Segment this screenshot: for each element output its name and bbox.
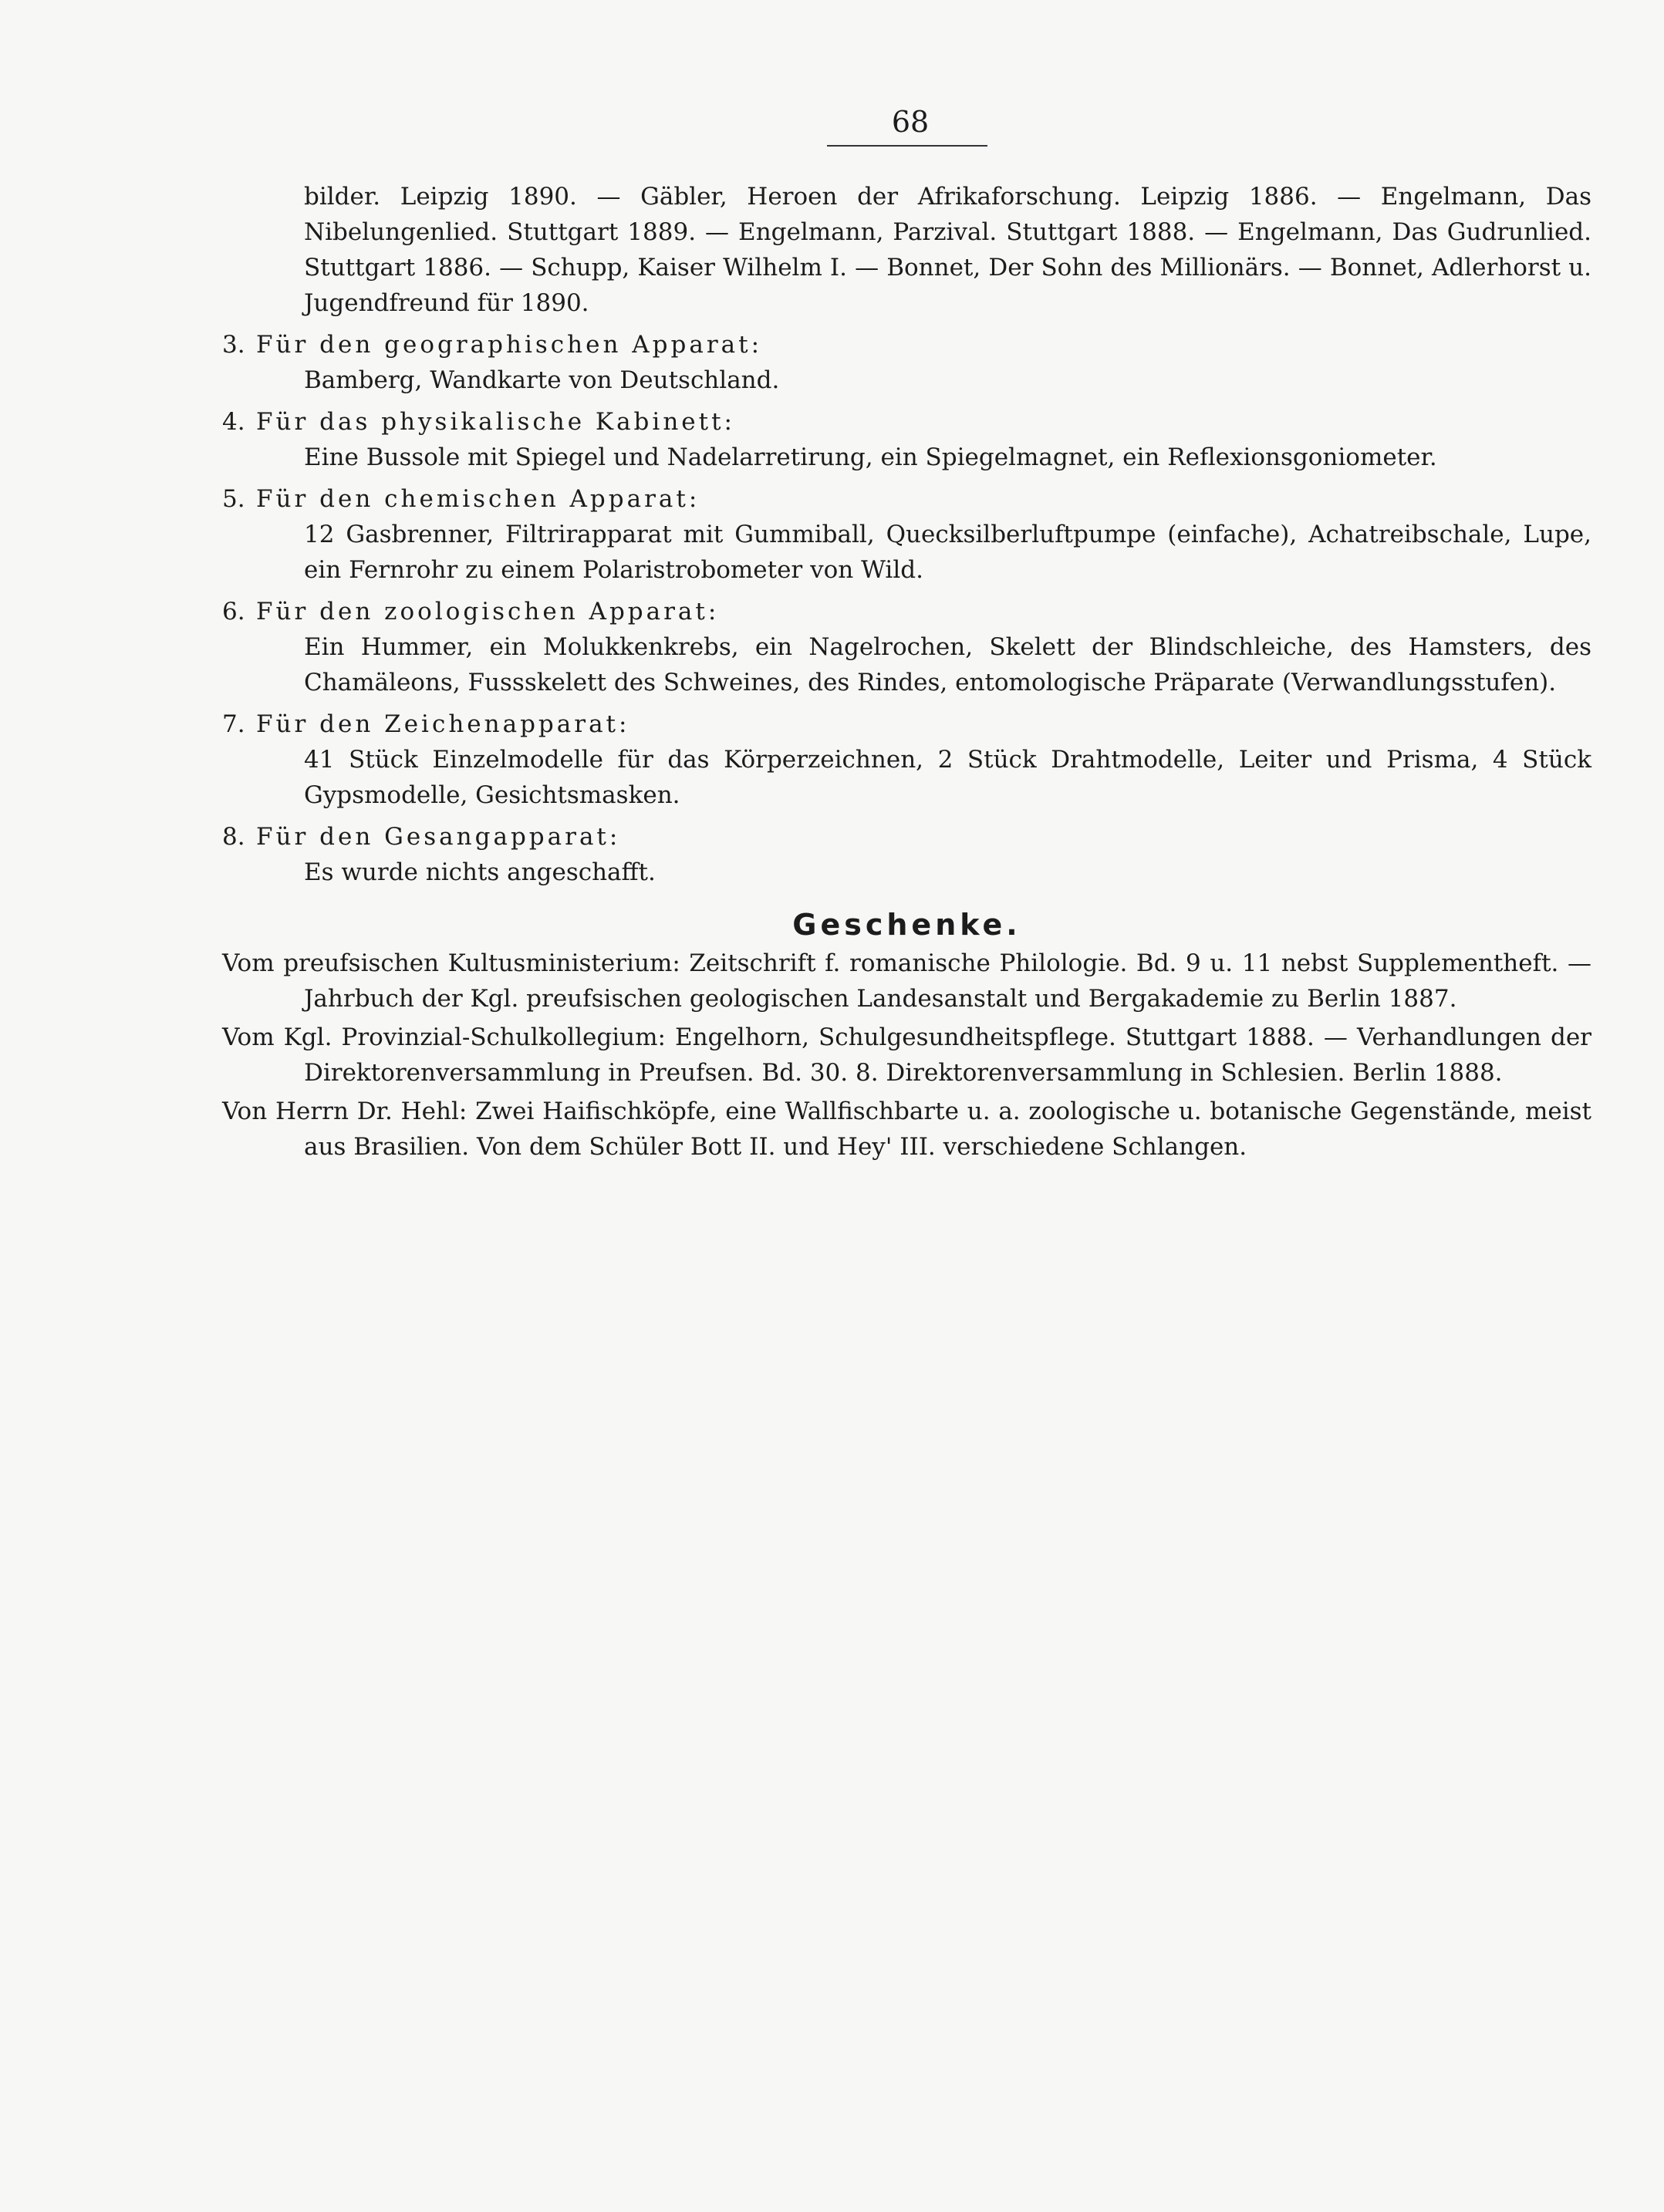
- section-heading: [222, 706, 1591, 742]
- section-heading: [222, 481, 1591, 517]
- section-number: 4.: [222, 408, 245, 436]
- section-chemistry: [222, 481, 1591, 588]
- section-body: Eine Bussole mit Spiegel und Nadelarretirung, ein Spiegelmagnet, ein Reflexionsgoniometer.: [304, 443, 1437, 471]
- section-title: Für das physikalische Kabinett:: [256, 408, 735, 436]
- section-heading: [222, 819, 1591, 855]
- section-title: Für den Zeichenapparat:: [256, 710, 630, 738]
- section-body: Ein Hummer, ein Molukkenkrebs, ein Nagelrochen, Skelett der Blindschleiche, des Hamsters, des Chamäleons, Fussskelett des Schweines, des Rindes, entomologische Präparate (Verwandlungsstufen).: [304, 633, 1591, 696]
- section-body: 41 Stück Einzelmodelle für das Körperzeichnen, 2 Stück Drahtmodelle, Leiter und Prisma, 4 Stück Gypsmodelle, Gesichtsmasken.: [304, 746, 1591, 809]
- section-geography: [222, 327, 1591, 398]
- section-body: Es wurde nichts angeschafft.: [304, 858, 656, 886]
- gifts-heading: Geschenke.: [792, 908, 1021, 942]
- section-number: 8.: [222, 823, 245, 851]
- page-content: [222, 179, 1591, 1168]
- section-title: Für den Gesangapparat:: [256, 823, 621, 851]
- section-heading: [222, 327, 1591, 362]
- section-physics: [222, 404, 1591, 475]
- gift-entry: Vom preufsischen Kultusministerium: Zeitschrift f. romanische Philologie. Bd. 9 u. 11 nebst Supplementheft. — Jahrbuch der Kgl. preufsischen geologischen Landesanstalt und Bergakademie zu Berlin 1887.: [222, 949, 1591, 1013]
- page-number: 68: [891, 105, 930, 139]
- intro-paragraph: bilder. Leipzig 1890. — Gäbler, Heroen der Afrikaforschung. Leipzig 1886. — Engelmann, Das Nibelungenlied. Stuttgart 1889. — Engelmann, Parzival. Stuttgart 1888. — Engelmann, Das Gudrunlied. Stuttgart 1886. — Schupp, Kaiser Wilhelm I. — Bonnet, Der Sohn des Millionärs. — Bonnet, Adlerhorst u. Jugendfreund für 1890.: [304, 183, 1591, 317]
- section-heading: [222, 404, 1591, 440]
- section-number: 3.: [222, 331, 245, 359]
- section-drawing: [222, 706, 1591, 813]
- section-number: 6.: [222, 598, 245, 625]
- section-title: Für den zoologischen Apparat:: [256, 598, 720, 625]
- section-zoology: [222, 594, 1591, 700]
- section-number: 7.: [222, 710, 245, 738]
- section-body: Bamberg, Wandkarte von Deutschland.: [304, 366, 780, 394]
- gift-entry: Vom Kgl. Provinzial-Schulkollegium: Engelhorn, Schulgesundheitspflege. Stuttgart 1888. — Verhandlungen der Direktorenversammlung in Preufsen. Bd. 30. 8. Direktorenversammlung in Schlesien. Berlin 1888.: [222, 1023, 1591, 1087]
- section-title: Für den chemischen Apparat:: [256, 485, 700, 513]
- section-singing: [222, 819, 1591, 890]
- section-title: Für den geographischen Apparat:: [256, 331, 763, 359]
- section-body: 12 Gasbrenner, Filtrirapparat mit Gummiball, Quecksilberluftpumpe (einfache), Achatreibschale, Lupe, ein Fernrohr zu einem Polaristrobometer von Wild.: [304, 521, 1591, 584]
- section-heading: [222, 594, 1591, 629]
- page-number-rule: [827, 145, 987, 147]
- section-number: 5.: [222, 485, 245, 513]
- gift-entry: Von Herrn Dr. Hehl: Zwei Haifischköpfe, eine Wallfischbarte u. a. zoologische u. botanische Gegenstände, meist aus Brasilien. Von dem Schüler Bott II. und Hey' III. verschiedene Schlangen.: [222, 1098, 1591, 1161]
